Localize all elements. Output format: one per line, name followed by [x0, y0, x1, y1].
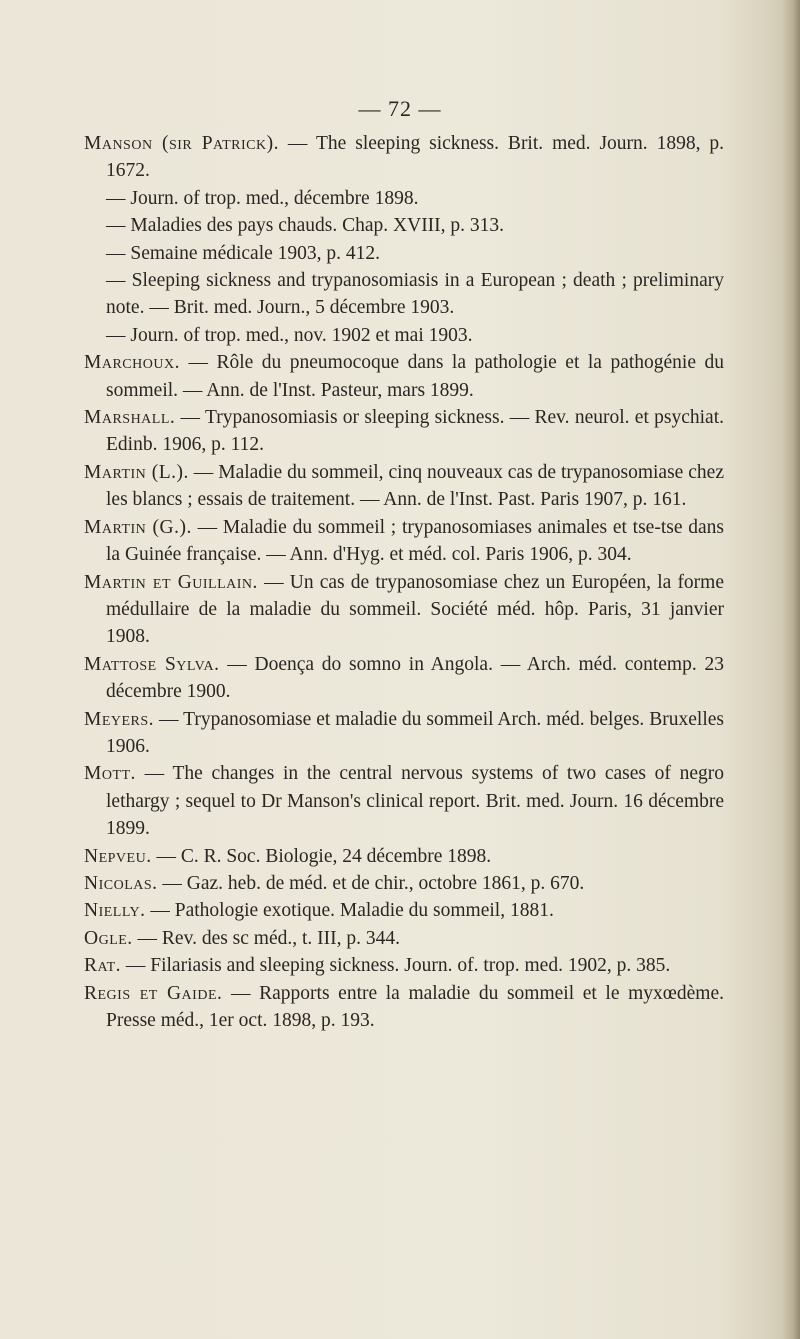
entry-author: Nielly.	[84, 900, 146, 922]
entry-author: Martin et Guillain.	[84, 571, 258, 593]
entry-author: Meyers.	[84, 708, 155, 730]
entry-author: Rat.	[84, 955, 121, 977]
entry-text: — Maladie du sommeil, cinq nouveaux cas de trypanosomiase chez les blancs ; essais de traitement. — Ann. de l'Inst. Past. Paris 1907, p. 161.	[106, 461, 724, 511]
entry-text: — Maladie du sommeil ; trypanosomiases animales et tse-tse dans la Guinée française. — Ann. d'Hyg. et méd. col. Paris 1906, p. 304.	[106, 516, 725, 566]
bibliography-entry	[84, 267, 724, 322]
entry-text: — The changes in the central nervous systems of two cases of negro lethargy ; sequel to Dr Manson's clinical report. Brit. med. Journ. 16 décembre 1899.	[106, 763, 724, 840]
entry-text: — Semaine médicale 1903, p. 412.	[106, 242, 381, 264]
bibliography-entry	[84, 514, 724, 569]
entry-text: — Rapports entre la maladie du sommeil et le myxœdème. Presse méd., 1er oct. 1898, p. 193.	[106, 982, 724, 1031]
entry-text: — Doença do somno in Angola. — Arch. méd. contemp. 23 décembre 1900.	[106, 653, 724, 703]
bibliography-entry	[84, 349, 724, 404]
entry-text: — Maladies des pays chauds. Chap. XVIII, p. 313.	[106, 215, 505, 237]
entry-author: Manson (sir Patrick).	[84, 133, 279, 154]
bibliography-entry	[84, 459, 724, 514]
page-edge-shadow	[782, 0, 800, 1339]
entry-text: — C. R. Soc. Biologie, 24 décembre 1898.	[151, 845, 492, 867]
bibliography-entry	[84, 240, 724, 267]
entry-author: Nicolas.	[84, 872, 158, 894]
entry-text: — Journ. of trop. med., décembre 1898.	[106, 187, 419, 209]
bibliography-entry	[84, 212, 724, 239]
entry-author: Ogle.	[84, 927, 133, 949]
bibliography-entry	[84, 322, 724, 349]
entry-author: Mott.	[84, 763, 136, 785]
bibliography-entry	[84, 569, 724, 651]
entry-text: — Trypanosomiasis or sleeping sickness. — Rev. neurol. et psychiat. Edinb. 1906, p. 112.	[106, 407, 724, 456]
bibliography-entry	[84, 706, 724, 761]
bibliography-entry	[84, 185, 724, 212]
entry-text: — Un cas de trypanosomiase chez un Européen, la forme médullaire de la maladie du sommeil. Société méd. hôp. Paris, 31 janvier 1908.	[106, 571, 724, 648]
bibliography-list	[84, 130, 724, 1034]
bibliography-entry	[84, 897, 724, 924]
bibliography-entry	[84, 870, 724, 897]
entry-text: — Journ. of trop. med., nov. 1902 et mai 1903.	[106, 324, 473, 346]
bibliography-entry	[84, 651, 724, 706]
entry-author: Regis et Gaide.	[84, 982, 223, 1004]
entry-text: — Rev. des sc méd., t. III, p. 344.	[132, 927, 401, 949]
entry-text: — Rôle du pneumocoque dans la pathologie et la pathogénie du sommeil. — Ann. de l'Inst. Pasteur, mars 1899.	[106, 352, 724, 401]
entry-text: — Trypanosomiase et maladie du sommeil Arch. méd. belges. Bruxelles 1906.	[106, 708, 724, 757]
entry-text: — Filariasis and sleeping sickness. Journ. of. trop. med. 1902, p. 385.	[121, 955, 671, 977]
bibliography-entry	[84, 925, 724, 952]
bibliography-entry	[84, 843, 724, 870]
entry-author: Martin (L.).	[84, 461, 189, 483]
bibliography-entry	[84, 980, 724, 1035]
entry-text: — The sleeping sickness. Brit. med. Journ. 1898, p. 1672.	[106, 133, 725, 182]
entry-author: Martin (G.).	[84, 516, 192, 538]
entry-author: Nepveu.	[84, 845, 152, 867]
entry-text: — Gaz. heb. de méd. et de chir., octobre 1861, p. 670.	[157, 872, 585, 894]
entry-text: — Sleeping sickness and trypanosomiasis in a European ; death ; preliminary note. — Brit. med. Journ., 5 décembre 1903.	[106, 270, 724, 319]
entry-author: Mattose Sylva.	[84, 653, 220, 675]
page-number: — 72 —	[358, 96, 442, 121]
entry-text: — Pathologie exotique. Maladie du sommeil, 1881.	[145, 900, 554, 922]
entry-author: Marchoux.	[84, 352, 180, 374]
bibliography-entry	[84, 760, 724, 842]
bibliography-entry	[84, 130, 724, 185]
bibliography-entry	[84, 404, 724, 459]
entry-author: Marshall.	[84, 407, 176, 429]
bibliography-entry	[84, 952, 724, 979]
